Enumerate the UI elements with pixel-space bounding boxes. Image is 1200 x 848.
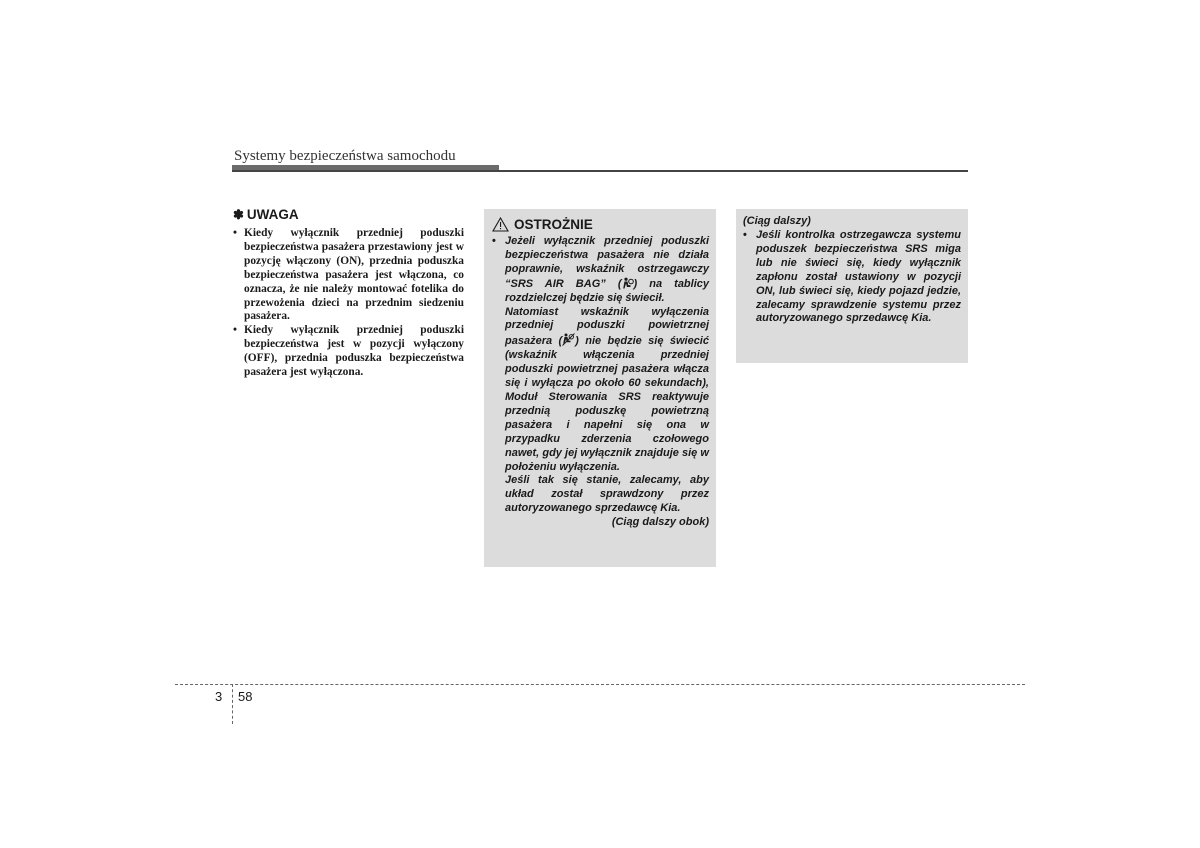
- continuation-list: [743, 229, 961, 326]
- note-item: • Kiedy wyłącznik przedniej poduszki bezpieczeństwa jest w pozycji wyłączony (OFF), przednia poduszka bezpieczeństwa pasażera jest wyłączona.: [232, 324, 464, 380]
- caution-list: [492, 235, 709, 530]
- passenger-airbag-off-icon: [562, 333, 575, 346]
- continuation-item: • Jeśli kontrolka ostrzegawcza systemu poduszek bezpieczeństwa SRS miga lub nie świeci się, kiedy wyłącznik zapłonu został ustawiony w pozycji ON, lub świeci się, kiedy pojazd jedzie, zalecamy sprawdzenie systemu przez autoryzowanego sprzedawcę Kia.: [743, 229, 961, 326]
- header-rule: [232, 170, 968, 172]
- caution-item: [492, 235, 709, 530]
- caution-text-2: ) na tablicy rozdzielczej będzie się świecił.: [505, 277, 709, 304]
- caution-paragraph-2: [505, 306, 709, 475]
- airbag-warning-icon: [622, 277, 634, 289]
- continued-note: (Ciąg dalszy obok): [611, 516, 709, 529]
- caution-box: [484, 209, 716, 567]
- chapter-number: 3: [215, 689, 223, 704]
- caution-heading: [492, 217, 709, 232]
- footer-rule: [175, 684, 1025, 685]
- caution-paragraph-1: [505, 235, 709, 306]
- note-item: • Kiedy wyłącznik przedniej poduszki bezpieczeństwa pasażera przestawiony jest w pozycję włączony (ON), przednia poduszka bezpieczeństwa pasażera jest włączona, co oznacza, że nie należy montować fotelika do przewożenia dzieci na przednim siedzeniu pasażera.: [232, 227, 464, 324]
- page-number: 58: [238, 689, 253, 704]
- continued-label: (Ciąg dalszy): [743, 215, 811, 227]
- footer-divider: [232, 684, 233, 724]
- warning-triangle-icon: [492, 217, 509, 232]
- caution-text-1: Jeżeli wyłącznik przedniej poduszki bezpieczeństwa pasażera nie działa poprawnie, wskaźnik ostrzegawczy “SRS AIR BAG” (: [505, 235, 709, 290]
- caution-text-4: ) nie będzie się świecić (wskaźnik włączenia przedniej poduszki powietrznej pasażera włącza się i wyłącza po około 60 sekundach), Moduł Sterowania SRS reaktywuje przednią poduszkę powietrzną pasażera i napełni się ona w przypadku zderzenia czołowego nawet, gdy jej wyłącznik znajduje się w położeniu wyłączenia.: [505, 335, 709, 473]
- page-header: Systemy bezpieczeństwa samochodu: [234, 148, 456, 164]
- note-heading: [233, 207, 464, 223]
- note-section: [232, 207, 464, 380]
- continuation-box: [736, 209, 968, 363]
- note-title: UWAGA: [246, 207, 299, 222]
- note-symbol: ✽: [233, 207, 244, 222]
- note-list: [232, 227, 464, 380]
- caution-paragraph-3: Jeśli tak się stanie, zalecamy, aby układ został sprawdzony przez autoryzowanego sprzedawcę Kia.: [505, 474, 709, 515]
- caution-text-3: Natomiast wskaźnik wyłączenia przedniej poduszki powietrznej pasażera (: [505, 305, 709, 348]
- caution-title: OSTROŻNIE: [514, 217, 593, 232]
